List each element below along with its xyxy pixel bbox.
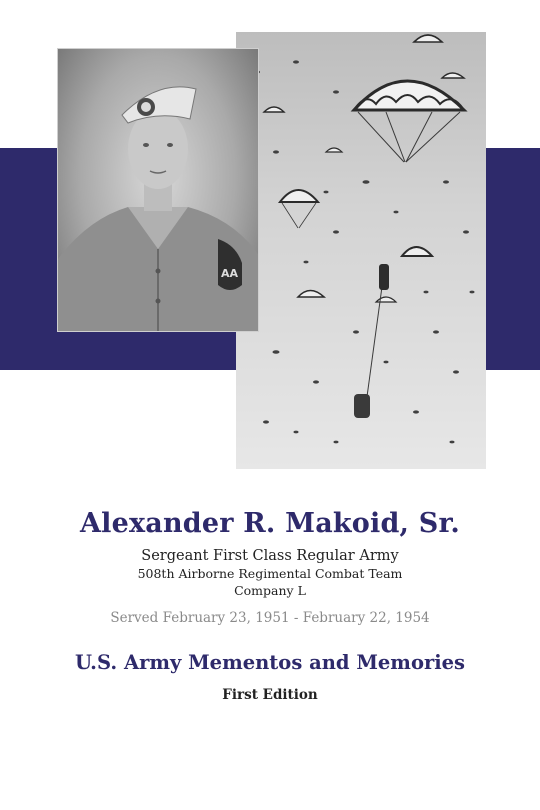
soldier-portrait-photo [57, 48, 259, 332]
company-line: Company L [234, 583, 306, 598]
unit-line: 508th Airborne Regimental Combat Team [137, 566, 403, 581]
parachute-drop-illustration [236, 32, 486, 469]
service-dates: Served February 23, 1951 - February 22, 1954 [110, 610, 430, 626]
book-title: U.S. Army Mementos and Memories [74, 651, 466, 674]
soldier-portrait-illustration [58, 49, 258, 331]
rank-line: Sergeant First Class Regular Army [141, 548, 399, 564]
svg-text:AA: AA [221, 267, 239, 280]
edition-label: First Edition [222, 687, 318, 703]
parachute-drop-photo [236, 32, 486, 469]
person-name: Alexander R. Makoid, Sr. [79, 508, 460, 539]
